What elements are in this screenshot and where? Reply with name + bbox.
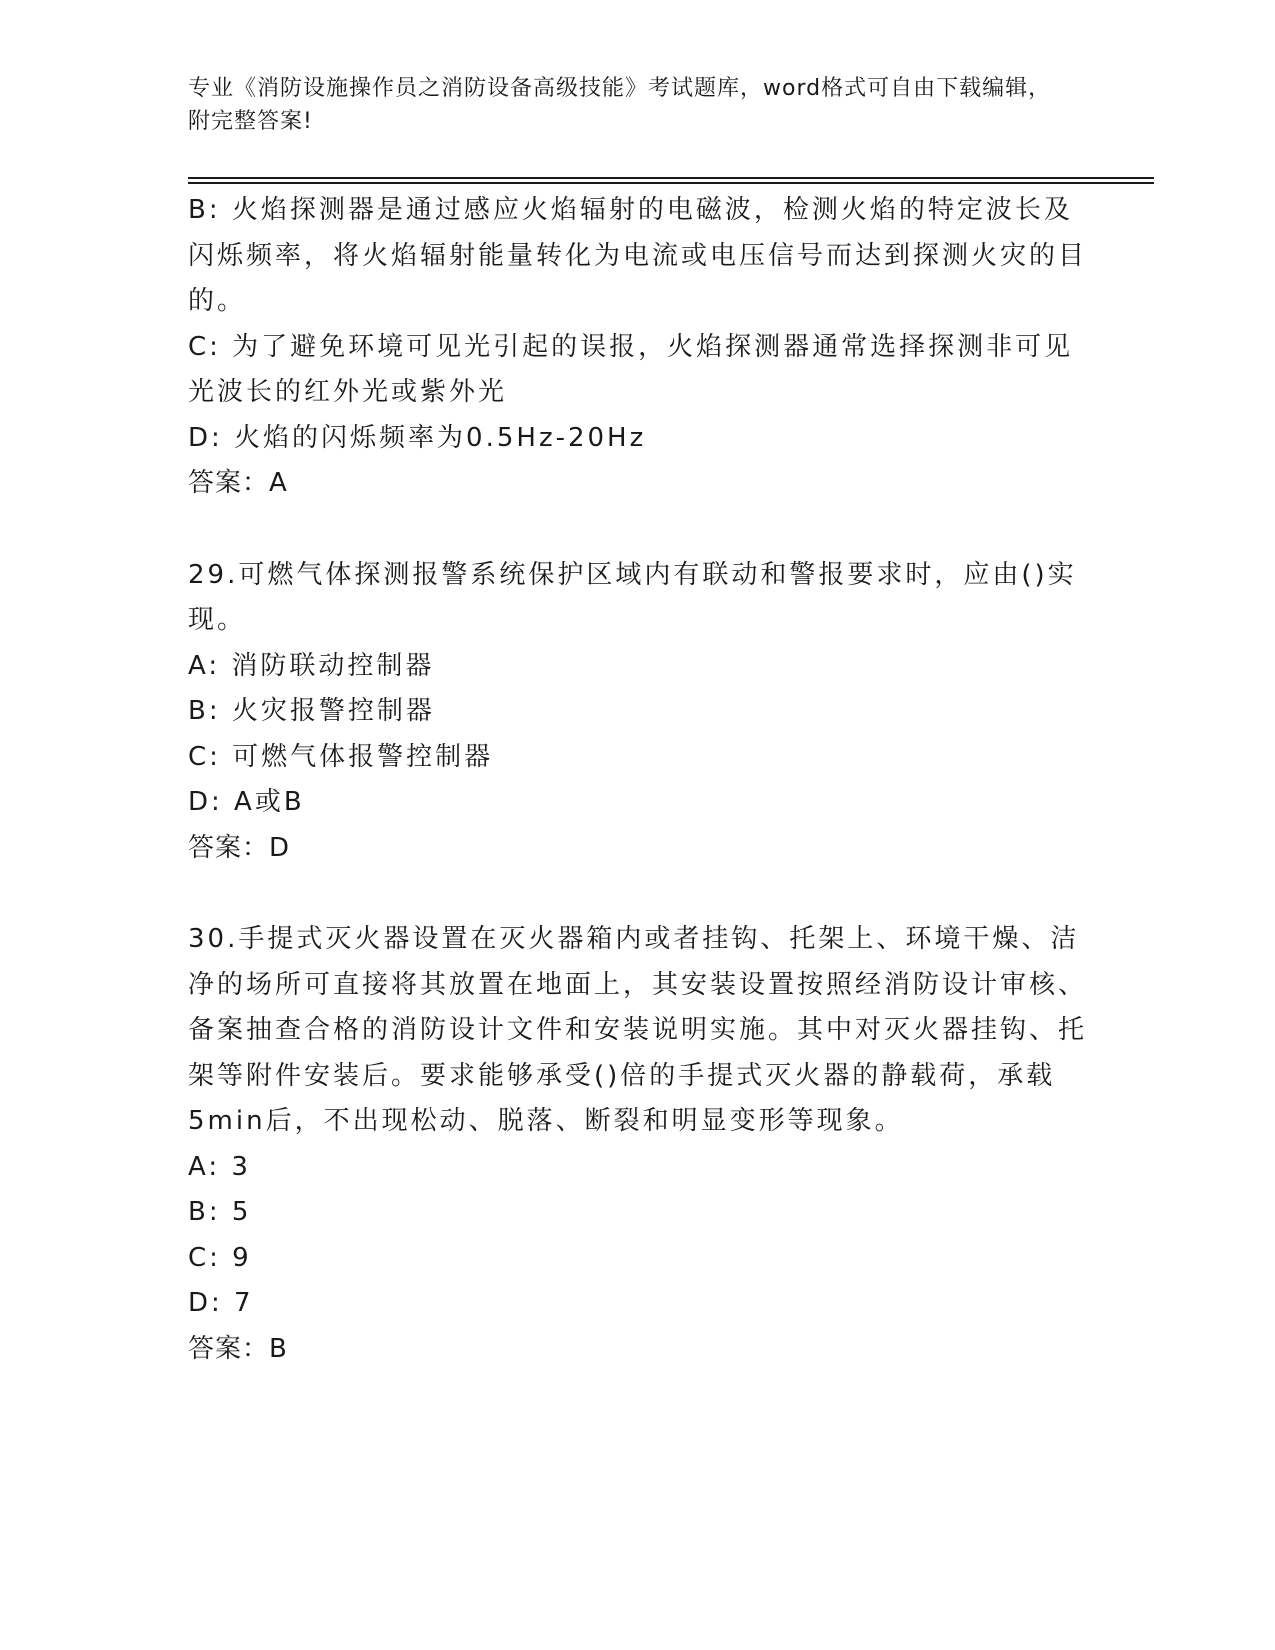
question-30 [188, 917, 1088, 1372]
q29-option-a: A: 消防联动控制器 [188, 650, 435, 681]
q30-option-c: C: 9 [188, 1242, 252, 1273]
q28-option-b: B: 火焰探测器是通过感应火焰辐射的电磁波，检测火焰的特定波长及闪烁频率，将火焰辐射能量转化为电流或电压信号而达到探测火灾的目的。 [188, 195, 1088, 316]
question-29 [188, 553, 1088, 872]
q29-option-b: B: 火灾报警控制器 [188, 696, 435, 726]
question-content [188, 188, 1088, 1372]
q30-option-d: D: 7 [188, 1288, 254, 1318]
header-divider-top [188, 177, 1154, 179]
question-28-tail [188, 188, 1088, 507]
q29-stem: 29.可燃气体探测报警系统保护区域内有联动和警报要求时，应由()实现。 [188, 559, 1077, 635]
q30-option-a: A: 3 [188, 1151, 251, 1182]
q28-answer: 答案：A [188, 468, 288, 498]
question-spacer [188, 871, 1088, 917]
question-spacer [188, 507, 1088, 553]
q29-option-d: D: A或B [188, 787, 305, 817]
q30-option-b: B: 5 [188, 1197, 252, 1227]
q29-option-c: C: 可燃气体报警控制器 [188, 741, 494, 772]
header-divider-bottom [188, 182, 1154, 184]
document-header: 专业《消防设施操作员之消防设备高级技能》考试题库，word格式可自由下载编辑，附完整答案! [188, 76, 1052, 134]
q28-option-c: C: 为了避免环境可见光引起的误报，火焰探测器通常选择探测非可见光波长的红外光或紫外光 [188, 331, 1074, 407]
q30-stem: 30.手提式灭火器设置在灭火器箱内或者挂钩、托架上、环境干燥、洁净的场所可直接将其放置在地面上，其安装设置按照经消防设计审核、备案抽查合格的消防设计文件和安装说明实施。其中对灭火器挂钩、托架等附件安装后。要求能够承受()倍的手提式灭火器的静载荷，承载5min后，不出现松动、脱落、断裂和明显变形等现象。 [188, 924, 1088, 1136]
q28-option-d: D: 火焰的闪烁频率为0.5Hz-20Hz [188, 422, 647, 453]
q30-answer: 答案：B [188, 1333, 288, 1364]
q29-answer: 答案：D [188, 832, 291, 863]
